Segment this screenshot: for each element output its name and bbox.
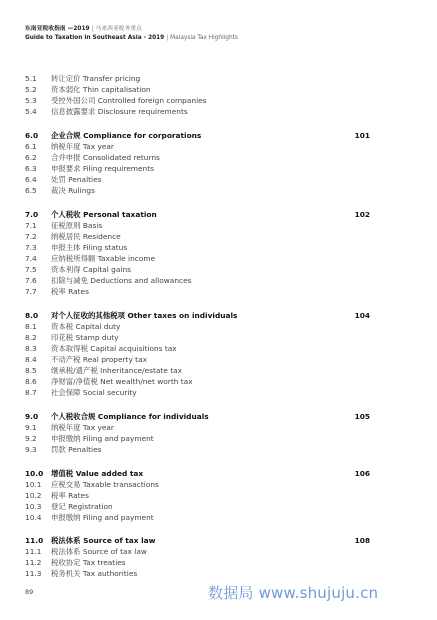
toc-item[interactable]: 6.3 申报要求 Filing requirements	[25, 164, 154, 173]
toc-item[interactable]: 8.5 继承税/遗产税 Inheritance/estate tax	[25, 366, 183, 375]
watermark: 数据局 www.shujuju.cn	[208, 584, 379, 602]
running-header	[25, 25, 238, 43]
toc-section-heading[interactable]: 7.0 个人税收 Personal taxation 102	[25, 210, 370, 219]
header-title-en: Guide to Taxation in Southeast Asia - 2019	[25, 35, 165, 41]
toc-item[interactable]: 5.2 资本弱化 Thin capitalisation	[25, 85, 151, 94]
toc-page-number: 106	[354, 469, 370, 478]
toc-page-number: 101	[354, 131, 370, 140]
toc-item[interactable]: 11.2 税收协定 Tax treaties	[25, 558, 126, 567]
toc-item[interactable]: 5.3 受控外国公司 Controlled foreign companies	[25, 96, 207, 105]
header-subtitle-cn: 马来西亚税务重点	[95, 26, 142, 32]
header-subtitle-en: Malaysia Tax Highlights	[170, 35, 238, 41]
toc-page-number: 105	[354, 412, 370, 421]
header-line-1: 东南亚税收指南 —2019 | 马来西亚税务重点	[25, 26, 142, 32]
table-of-contents	[25, 73, 370, 579]
toc-item[interactable]: 7.1 征税原则 Basis	[25, 221, 103, 230]
toc-item[interactable]: 11.1 税法体系 Source of tax law	[25, 547, 147, 556]
toc-item[interactable]: 8.1 资本税 Capital duty	[25, 322, 121, 331]
toc-item[interactable]: 8.6 净财富/净值税 Net wealth/net worth tax	[25, 377, 193, 386]
toc-item[interactable]: 7.7 税率 Rates	[25, 287, 89, 296]
toc-page-number: 104	[354, 311, 370, 320]
toc-item[interactable]: 10.1 应税交易 Taxable transactions	[25, 480, 159, 489]
toc-item[interactable]: 9.3 罚款 Penalties	[25, 445, 102, 454]
toc-page-number: 108	[354, 536, 370, 545]
toc-item[interactable]: 6.5 裁决 Rulings	[25, 186, 95, 195]
toc-item[interactable]: 6.1 纳税年度 Tax year	[25, 142, 114, 151]
toc-item[interactable]: 8.2 印花税 Stamp duty	[25, 333, 119, 342]
toc-section-heading[interactable]: 11.0 税法体系 Source of tax law 108	[25, 536, 370, 545]
toc-item[interactable]: 9.1 纳税年度 Tax year	[25, 423, 114, 432]
toc-section-heading[interactable]: 9.0 个人税收合规 Compliance for individuals 105	[25, 412, 370, 421]
toc-section-heading[interactable]: 10.0 增值税 Value added tax 106	[25, 469, 370, 478]
page-number: 89	[25, 588, 34, 596]
toc-item[interactable]: 7.6 扣除与减免 Deductions and allowances	[25, 276, 192, 285]
toc-item[interactable]: 7.2 纳税居民 Residence	[25, 232, 121, 241]
toc-item[interactable]: 5.4 信息披露要求 Disclosure requirements	[25, 107, 188, 116]
toc-item[interactable]: 8.4 不动产税 Real property tax	[25, 355, 147, 364]
toc-item[interactable]: 8.7 社会保障 Social security	[25, 388, 137, 397]
toc-item[interactable]: 10.2 税率 Rates	[25, 491, 89, 500]
toc-item[interactable]: 6.4 处罚 Penalties	[25, 175, 102, 184]
toc-item[interactable]: 10.4 申报缴纳 Filing and payment	[25, 513, 154, 522]
toc-item[interactable]: 10.3 登记 Registration	[25, 502, 113, 511]
toc-item[interactable]: 5.1 转让定价 Transfer pricing	[25, 74, 141, 83]
toc-item[interactable]: 7.3 申报主体 Filing status	[25, 243, 128, 252]
toc-section-heading[interactable]: 8.0 对个人征收的其他税项 Other taxes on individuals 104	[25, 311, 370, 320]
header-line-2: Guide to Taxation in Southeast Asia - 2019 | Malaysia Tax Highlights	[25, 35, 238, 41]
header-title-cn: 东南亚税收指南 —2019	[25, 26, 90, 32]
toc-item[interactable]: 9.2 申报缴纳 Filing and payment	[25, 434, 154, 443]
toc-item[interactable]: 7.4 应纳税所得额 Taxable income	[25, 254, 156, 263]
toc-page-number: 102	[354, 210, 370, 219]
toc-item[interactable]: 11.3 税务机关 Tax authorities	[25, 569, 138, 578]
toc-item[interactable]: 7.5 资本利得 Capital gains	[25, 265, 131, 274]
toc-item[interactable]: 8.3 资本取得税 Capital acquisitions tax	[25, 344, 177, 353]
toc-item[interactable]: 6.2 合并申报 Consolidated returns	[25, 153, 160, 162]
toc-section-heading[interactable]: 6.0 企业合规 Compliance for corporations 101	[25, 131, 370, 140]
